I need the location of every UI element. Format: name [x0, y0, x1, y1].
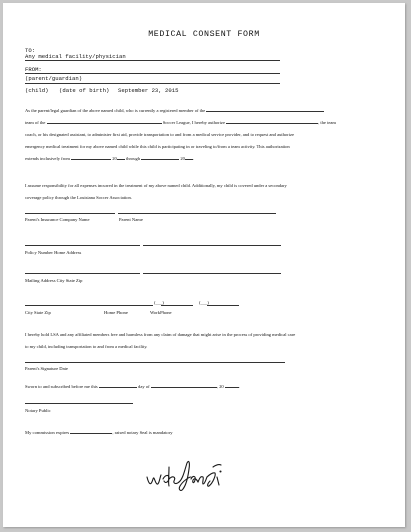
- p2-sentence-1: I assume responsibility for all expenses incurred in the treatment of my above named child. Additionally, my child is covered under a secondary: [25, 183, 287, 188]
- to-line[interactable]: [25, 60, 280, 61]
- city-state-zip-label: City State Zip: [25, 310, 51, 315]
- form-title: MEDICAL CONSENT FORM: [148, 30, 260, 39]
- commission-line: [25, 427, 173, 439]
- work-phone-line[interactable]: [207, 305, 239, 306]
- p3-sentence-1: I hereby hold LSA and any affiliated members free and harmless from any claim of damage that might arise in the process of providing medical care: [25, 332, 296, 337]
- mailing-city-line[interactable]: [143, 273, 281, 274]
- sworn-line: [25, 381, 240, 393]
- sworn-period: .: [238, 384, 241, 389]
- dob-value: September 23, 2015: [118, 87, 179, 94]
- responsibility-paragraph: [25, 180, 385, 204]
- p1-league: Soccer League, I hereby authorize: [162, 120, 225, 125]
- from-value: (parent/guardian): [25, 75, 83, 82]
- p1-through: through: [125, 156, 141, 161]
- city-state-zip-line[interactable]: [25, 305, 153, 306]
- work-phone-label: WorkPhone: [150, 310, 172, 315]
- to-value: Any medical facility/physician: [25, 53, 126, 60]
- p1-sentence-4: emergency medical treatment for my above named child while this child is participating in or traveling to/from a team activity. This authorization: [25, 144, 290, 149]
- child-line[interactable]: [25, 83, 280, 84]
- p1-sentence-1: As the parent/legal guardian of the above named child, who is currently a registered member of the: [25, 108, 206, 113]
- p1-team: , the team: [318, 120, 336, 125]
- notary-signature-line[interactable]: [25, 403, 133, 404]
- through-year-blank[interactable]: [185, 154, 193, 160]
- parent-name-label: Parent Name: [119, 217, 143, 222]
- parent-signature-label: Parent's Signature Date: [25, 366, 68, 371]
- p1-extends: extends inclusively from: [25, 156, 70, 161]
- home-phone-line[interactable]: [161, 305, 193, 306]
- home-phone-area: (___): [154, 300, 164, 305]
- sworn-year: , 20: [216, 384, 224, 389]
- authorization-paragraph: [25, 105, 385, 165]
- sworn-text: Sworn to and subscribed before me this: [25, 384, 98, 389]
- commission-date-blank[interactable]: [70, 428, 112, 434]
- p1-year-1: 20: [112, 156, 117, 161]
- handwritten-signature: [143, 455, 227, 495]
- form-page: [3, 3, 405, 527]
- p1-team-of: team of the: [25, 120, 46, 125]
- p1-sentence-3: coach, or his designated assistant, to administer first aid, provide transportation to and from a medical service provider, and to request and authorize: [25, 132, 295, 137]
- sworn-day-blank[interactable]: [99, 382, 137, 388]
- from-year-blank[interactable]: [117, 154, 125, 160]
- home-phone-label: Home Phone: [104, 310, 128, 315]
- commission-text: My commission expires: [25, 430, 70, 435]
- sworn-day-of: day of: [138, 384, 150, 389]
- through-date-blank[interactable]: [141, 154, 179, 160]
- to-label: TO:: [25, 47, 36, 54]
- from-line[interactable]: [25, 73, 280, 74]
- sworn-year-blank[interactable]: [225, 382, 239, 388]
- notary-label: Notary Public: [25, 408, 51, 413]
- release-paragraph: [25, 329, 385, 353]
- home-address-line[interactable]: [143, 245, 281, 246]
- mailing-address-line[interactable]: [25, 273, 140, 274]
- team-registration-blank[interactable]: [206, 106, 324, 112]
- sworn-month-blank[interactable]: [151, 382, 217, 388]
- child-label: (child): [25, 87, 49, 94]
- commission-seal-text: , raised notary Seal is mandatory: [112, 430, 173, 435]
- policy-number-label: Policy Number Home Address: [25, 250, 82, 255]
- mailing-address-label: Mailing Address City State Zip: [25, 278, 83, 283]
- from-label: FROM:: [25, 66, 42, 73]
- team-name-blank[interactable]: [47, 118, 162, 124]
- dob-label: (date of birth): [59, 87, 110, 94]
- insurance-company-label: Parent's Insurance Company Name: [25, 217, 90, 222]
- p3-sentence-2: to my child, including transportation to and from a medical facility.: [25, 344, 148, 349]
- work-phone-area: (___): [199, 300, 209, 305]
- from-date-blank[interactable]: [71, 154, 111, 160]
- authorized-person-blank[interactable]: [226, 118, 318, 124]
- policy-number-line[interactable]: [25, 245, 140, 246]
- p1-period: .: [192, 156, 195, 161]
- p2-sentence-2: coverage policy through the Louisiana Soccer Association.: [25, 195, 132, 200]
- p1-year-2: 20: [180, 156, 185, 161]
